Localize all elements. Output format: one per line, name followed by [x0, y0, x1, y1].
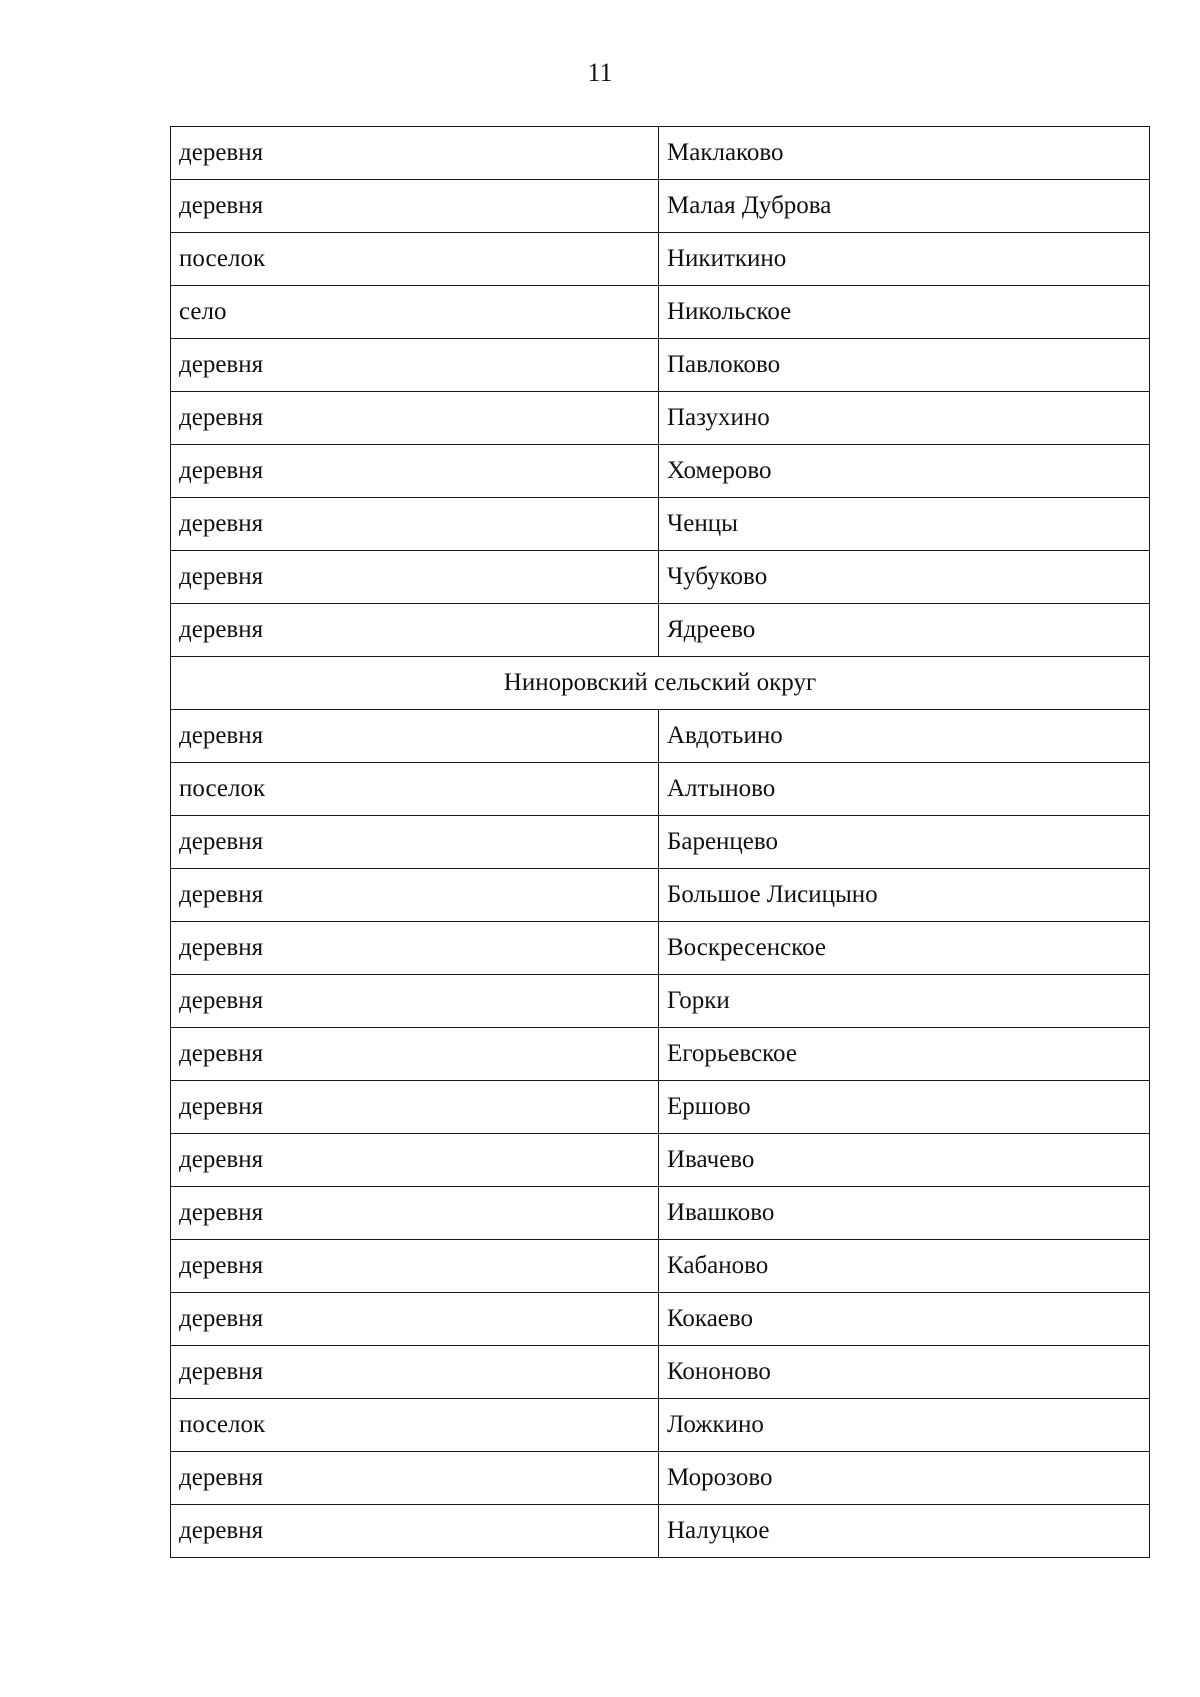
table-row — [171, 392, 1150, 445]
table-row — [171, 1346, 1150, 1399]
settlement-type-cell: деревня — [171, 1081, 659, 1134]
settlement-name-cell: Кабаново — [659, 1240, 1150, 1293]
settlement-name-cell: Ядреево — [659, 604, 1150, 657]
settlement-name-cell: Алтыново — [659, 763, 1150, 816]
settlement-type-cell: поселок — [171, 763, 659, 816]
table-row — [171, 127, 1150, 180]
table-row — [171, 710, 1150, 763]
settlement-type-cell: деревня — [171, 869, 659, 922]
settlement-type-cell: поселок — [171, 233, 659, 286]
settlement-name-cell: Налуцкое — [659, 1505, 1150, 1558]
settlement-name-cell: Воскресенское — [659, 922, 1150, 975]
settlements-table-body — [171, 127, 1150, 1558]
settlement-name-cell: Большое Лисицыно — [659, 869, 1150, 922]
table-row — [171, 551, 1150, 604]
settlement-name-cell: Егорьевское — [659, 1028, 1150, 1081]
settlement-name-cell: Никольское — [659, 286, 1150, 339]
table-row — [171, 763, 1150, 816]
table-row — [171, 1505, 1150, 1558]
settlement-name-cell: Ченцы — [659, 498, 1150, 551]
settlement-name-cell: Ивашково — [659, 1187, 1150, 1240]
settlement-name-cell: Кононово — [659, 1346, 1150, 1399]
table-row — [171, 233, 1150, 286]
settlement-name-cell: Никиткино — [659, 233, 1150, 286]
settlement-name-cell: Баренцево — [659, 816, 1150, 869]
table-row — [171, 1028, 1150, 1081]
settlement-name-cell: Авдотьино — [659, 710, 1150, 763]
settlement-type-cell: деревня — [171, 1505, 659, 1558]
settlements-table — [170, 126, 1150, 1558]
table-row — [171, 604, 1150, 657]
table-row — [171, 1187, 1150, 1240]
table-row — [171, 1293, 1150, 1346]
section-heading-row — [171, 657, 1150, 710]
settlement-type-cell: село — [171, 286, 659, 339]
settlement-type-cell: деревня — [171, 816, 659, 869]
settlement-type-cell: деревня — [171, 339, 659, 392]
settlement-type-cell: деревня — [171, 922, 659, 975]
settlement-type-cell: деревня — [171, 1187, 659, 1240]
section-heading: Ниноровский сельский округ — [171, 657, 1150, 710]
settlement-type-cell: поселок — [171, 1399, 659, 1452]
settlement-type-cell: деревня — [171, 1240, 659, 1293]
settlement-name-cell: Хомерово — [659, 445, 1150, 498]
table-row — [171, 339, 1150, 392]
settlement-type-cell: деревня — [171, 1452, 659, 1505]
settlement-name-cell: Морозово — [659, 1452, 1150, 1505]
settlement-name-cell: Павлоково — [659, 339, 1150, 392]
settlement-name-cell: Маклаково — [659, 127, 1150, 180]
table-row — [171, 1081, 1150, 1134]
table-row — [171, 975, 1150, 1028]
table-row — [171, 869, 1150, 922]
settlement-type-cell: деревня — [171, 445, 659, 498]
table-row — [171, 1240, 1150, 1293]
table-row — [171, 180, 1150, 233]
table-row — [171, 816, 1150, 869]
settlement-name-cell: Ивачево — [659, 1134, 1150, 1187]
settlement-name-cell: Малая Дуброва — [659, 180, 1150, 233]
settlement-name-cell: Ершово — [659, 1081, 1150, 1134]
settlement-type-cell: деревня — [171, 604, 659, 657]
settlement-name-cell: Чубуково — [659, 551, 1150, 604]
table-row — [171, 286, 1150, 339]
settlement-type-cell: деревня — [171, 1028, 659, 1081]
table-row — [171, 1452, 1150, 1505]
settlement-type-cell: деревня — [171, 710, 659, 763]
table-row — [171, 445, 1150, 498]
settlement-type-cell: деревня — [171, 392, 659, 445]
settlement-type-cell: деревня — [171, 1293, 659, 1346]
settlement-name-cell: Горки — [659, 975, 1150, 1028]
settlement-type-cell: деревня — [171, 975, 659, 1028]
settlement-type-cell: деревня — [171, 180, 659, 233]
table-row — [171, 1134, 1150, 1187]
settlement-name-cell: Кокаево — [659, 1293, 1150, 1346]
settlement-type-cell: деревня — [171, 127, 659, 180]
table-row — [171, 922, 1150, 975]
page-number: 11 — [587, 58, 613, 87]
settlement-type-cell: деревня — [171, 1346, 659, 1399]
settlement-type-cell: деревня — [171, 1134, 659, 1187]
settlement-type-cell: деревня — [171, 498, 659, 551]
settlement-name-cell: Ложкино — [659, 1399, 1150, 1452]
table-row — [171, 498, 1150, 551]
settlement-type-cell: деревня — [171, 551, 659, 604]
table-row — [171, 1399, 1150, 1452]
settlement-name-cell: Пазухино — [659, 392, 1150, 445]
